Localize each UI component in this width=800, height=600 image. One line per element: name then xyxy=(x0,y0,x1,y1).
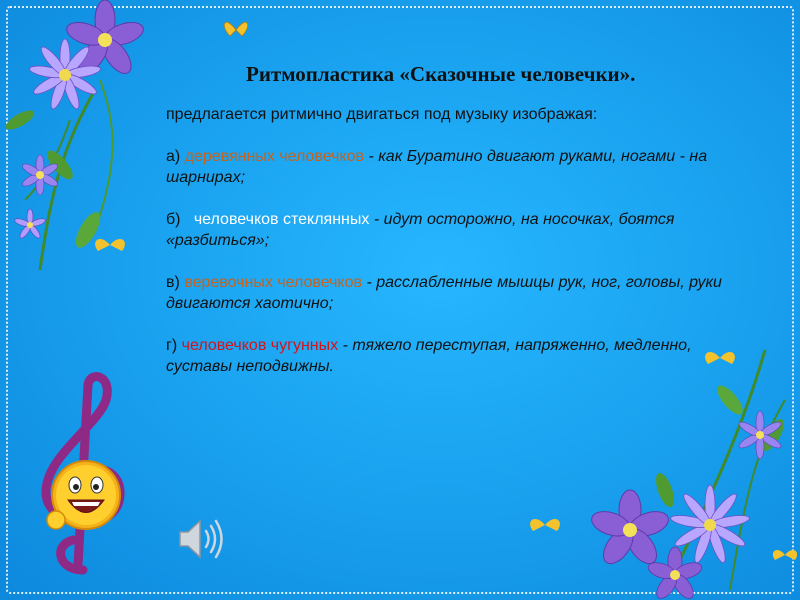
item-prefix: г) xyxy=(166,337,182,354)
item-term: веревочных человечков xyxy=(184,274,362,291)
item-description: - как Буратино двигают руками, ногами - на шарнирах; xyxy=(166,148,708,186)
butterfly-icon xyxy=(218,12,254,48)
item-description: - идут осторожно, на носочках, боятся «разбиться»; xyxy=(166,211,675,249)
item-term: деревянных человечков xyxy=(184,148,365,165)
treble-clef-smiley-icon xyxy=(28,370,138,580)
slide-title: Ритмопластика «Сказочные человечки». xyxy=(246,62,636,86)
item-description: - тяжело переступая, напряженно, медленно, суставы неподвижны. xyxy=(166,337,692,375)
list-item-glass xyxy=(166,209,726,251)
list-item-wooden xyxy=(166,146,726,188)
item-prefix: а) xyxy=(166,148,185,165)
flower-bouquet-bottom-right-icon xyxy=(515,340,800,600)
item-description: - расслабленные мышцы рук, ног, головы, руки двигаются хаотично; xyxy=(166,274,722,312)
item-term: человечков чугунных xyxy=(181,337,339,354)
intro-text: предлагается ритмично двигаться под музыку изображая: xyxy=(166,106,598,123)
item-prefix: в) xyxy=(166,274,185,291)
list-item-iron xyxy=(166,335,726,377)
item-term: человечков стеклянных xyxy=(193,211,370,228)
flower-bouquet-top-left-icon xyxy=(0,0,165,275)
list-item-rope xyxy=(166,272,726,314)
speaker-icon[interactable] xyxy=(176,517,228,561)
slide-body xyxy=(166,104,726,377)
item-prefix: б) xyxy=(166,211,194,228)
